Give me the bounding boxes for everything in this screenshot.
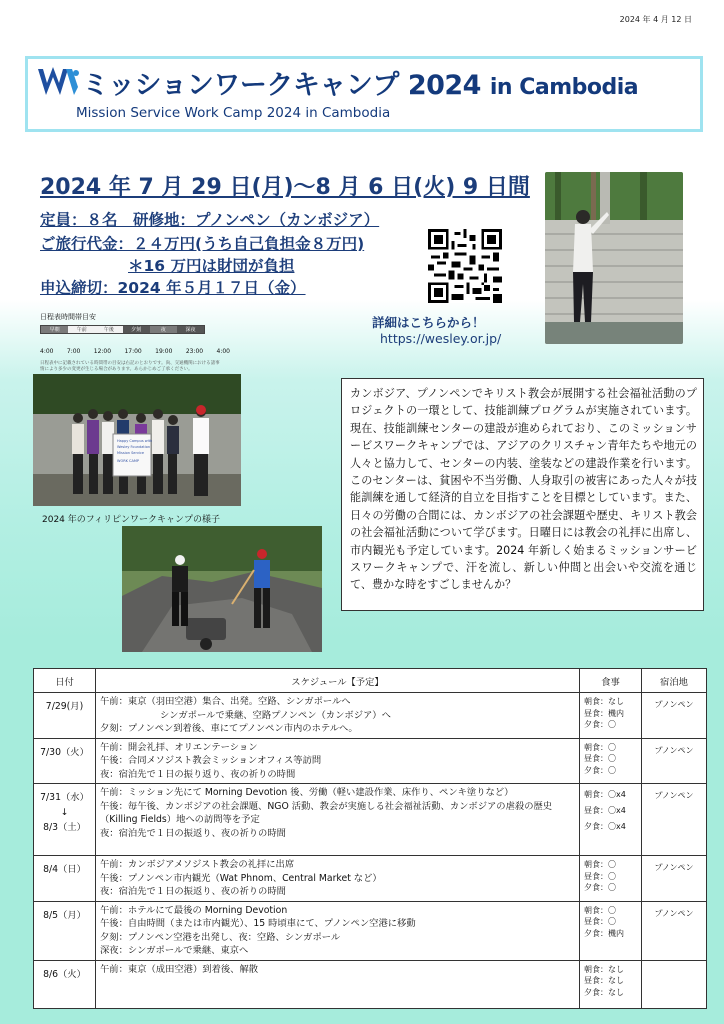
timeline-time: 4:00 — [216, 348, 230, 355]
timeline-label: 早朝 — [41, 326, 68, 333]
program-description: カンボジア、プノンペンでキリスト教会が展開する社会福祉活動のプロジェクトの一環として、技能訓練プログラムが実施されています。現在、技能訓練センターの建設が進められており、このミッションサービスワークキャンプでは、アジアのクリスチャン青年たちや地元の人々と協力して、センターの内装、塗装などの建設作業を行います。このセンターは、貧困や不当労働、人身取引の被害にあった人々が技能訓練を通して経済的自立を目指すことを目標としています。また、日々の労働の合間には、カンボジアの社会課題や歴史、キリスト教会の社会福祉活動について学びます。日曜日には教会の礼拝に出席し、市内観光も予定しています。2024 年新しく始まるミッションサービスワークキャンプで、汗を流し、新しい仲間と出会いや交流を通じて、豊かな時をすごしませんか？ — [341, 378, 704, 611]
wall-painting-photo — [545, 172, 683, 344]
table-row — [34, 784, 707, 856]
column-header-schedule: スケジュール【予定】 — [96, 669, 580, 693]
activity-line: 午前：東京（羽田空港）集合、出発。空路、シンガポールへ — [100, 696, 351, 707]
title-japanese: ミッションワークキャンプ 2024 — [82, 70, 481, 101]
meal-line: 昼食：〇 — [584, 917, 616, 926]
timeline-label: 午後 — [95, 326, 122, 333]
activity-line: 午前：ミッション先にて Morning Devotion 後、労働（軽い建設作業、床作り、ペンキ塗りなど） — [100, 787, 514, 798]
meal-line: 夕食：なし — [584, 987, 624, 997]
table-row — [34, 738, 707, 784]
title-banner — [25, 56, 703, 132]
activity-cell — [96, 693, 580, 739]
meal-line: 朝食：〇x4 — [584, 790, 626, 799]
website-link[interactable]: https://wesley.or.jp/ — [380, 331, 502, 346]
sign-text: Mission Service — [117, 451, 145, 455]
meal-cell — [580, 738, 642, 784]
column-header-date: 日付 — [34, 669, 96, 693]
title-english: in Cambodia — [489, 75, 639, 100]
schedule-table — [33, 668, 707, 1009]
table-row — [34, 693, 707, 739]
meal-line: 昼食：機内 — [584, 708, 624, 718]
construction-work-photo — [122, 526, 322, 652]
page-title — [82, 63, 638, 102]
date-cell: 8/6（火） — [34, 960, 96, 1008]
date-end: 8/3（土） — [43, 822, 86, 833]
date-cell: 8/4（日） — [34, 856, 96, 902]
stay-cell: プノンペン — [642, 901, 707, 960]
meal-line: 夕食：〇 — [584, 720, 616, 729]
meal-line: 夕食：〇 — [584, 883, 616, 892]
capacity-location: 定員：８名 研修地：プノンペン（カンボジア） — [40, 211, 380, 229]
date-range-arrow: ↓ — [60, 807, 69, 818]
meal-line: 朝食：なし — [584, 964, 624, 974]
photo-caption: 2024 年のフィリピンワークキャンプの様子 — [42, 515, 221, 525]
activity-cell — [96, 738, 580, 784]
table-row — [34, 901, 707, 960]
stay-cell: プノンペン — [642, 738, 707, 784]
date-cell: 7/29(月) — [34, 693, 96, 739]
meal-line: 昼食：〇 — [584, 871, 616, 881]
activity-cell — [96, 856, 580, 902]
timeline-label: 午前 — [68, 326, 95, 333]
activity-line: 夕刻：プノンペン到着後、車にてプノンペン市内のホテルへ。 — [100, 723, 358, 734]
activity-line: 深夜：シンガポールで乗継、東京へ — [100, 945, 249, 956]
sign-text: Wesley Foundation — [117, 445, 151, 449]
activity-line: 夜：宿泊先で１日の振返り、夜の祈りの時間 — [100, 886, 286, 897]
timeline-time: 7:00 — [66, 348, 81, 355]
timeline-time: 19:00 — [155, 348, 173, 355]
meal-cell — [580, 901, 642, 960]
issue-date: 2024 年 4 月 12 日 — [619, 15, 692, 24]
page-subtitle: Mission Service Work Camp 2024 in Cambodia — [76, 105, 391, 121]
timeline-time: 12:00 — [93, 348, 112, 355]
meal-line: 昼食：なし — [584, 976, 624, 985]
date-cell — [34, 784, 96, 856]
activity-cell — [96, 960, 580, 1008]
date-cell: 7/30（火） — [34, 738, 96, 784]
table-row — [34, 960, 707, 1008]
activity-line: 午後：毎午後、カンボジアの社会課題、NGO 活動、教会が実施しる社会福祉活動、カンボジアの虐殺の歴史（Killing Fields）地への訪問等を予定 — [100, 800, 553, 825]
activity-line: 夜：宿泊先で１日の振返り、夜の祈りの時間 — [100, 827, 286, 839]
activity-cell — [96, 784, 580, 856]
detail-label: 詳細はこちらから！ — [372, 315, 485, 330]
date-start: 7/31（水） — [40, 792, 89, 803]
wesley-w-logo-icon — [36, 65, 82, 99]
application-deadline: 申込締切：2024 年５月１７日（金） — [40, 279, 306, 297]
meal-cell — [580, 856, 642, 902]
timeline-time: 17:00 — [124, 348, 142, 355]
activity-line: 午後：合同メソジスト教会ミッションオフィス等訪問 — [100, 755, 322, 766]
meal-cell — [580, 960, 642, 1008]
timeline-title: 日程表時間帯目安 — [40, 313, 96, 321]
sign-text: WORK CAMP — [117, 459, 140, 463]
stay-cell: プノンペン — [642, 856, 707, 902]
meal-line: 昼食：〇x4 — [584, 806, 626, 815]
column-header-stay: 宿泊地 — [642, 669, 707, 693]
travel-cost: ご旅行代金：２４万円(うち自己負担金８万円) — [40, 235, 365, 253]
stay-cell: プノンペン — [642, 693, 707, 739]
table-header-row — [34, 669, 707, 693]
timeline-label: 夕刻 — [123, 326, 150, 333]
timeline-bar — [40, 325, 205, 334]
meal-line: 夕食：〇 — [584, 765, 616, 775]
timeline-time: 23:00 — [185, 348, 204, 355]
stay-cell: プノンペン — [642, 784, 707, 856]
activity-line: 午後：自由時間（または市内観光）、15 時頃車にて、プノンペン空港に移動 — [100, 918, 416, 929]
philippines-group-photo — [33, 374, 241, 506]
timeline-label: 深夜 — [177, 326, 204, 333]
activity-line: シンガポールで乗継、空路プノンペン（カンボジア）へ — [160, 709, 391, 721]
timeline-guide — [40, 312, 230, 373]
meal-line: 朝食：なし — [584, 697, 624, 706]
stay-cell — [642, 960, 707, 1008]
meal-line: 昼食：〇 — [584, 754, 616, 763]
qr-code-icon[interactable] — [428, 229, 502, 303]
activity-line: 夜：宿泊先で１日の振り返り、夜の祈りの時間 — [100, 768, 296, 780]
sign-text: Happy Campus with — [117, 439, 153, 443]
timeline-note: 日程表中に記載されている時間帯の目安は右記のとおりです。尚、交通機関における諸事情により多少の変更が生じる場合があります。あらかじめご了承ください。 — [40, 361, 220, 372]
foundation-note: ＊16 万円は財団が負担 — [128, 257, 295, 275]
meal-line: 朝食：〇 — [584, 860, 616, 869]
table-row — [34, 856, 707, 902]
meal-cell — [580, 693, 642, 739]
activity-cell — [96, 901, 580, 960]
meal-line: 夕食：〇x4 — [584, 822, 626, 831]
meal-line: 朝食：〇 — [584, 905, 616, 915]
activity-line: 午前：ホテルにて最後の Morning Devotion — [100, 904, 288, 916]
activity-line: 午前：カンボジアメソジスト教会の礼拝に出席 — [100, 859, 295, 870]
timeline-times — [40, 348, 230, 355]
activity-line: 午前：開会礼拝、オリエンテーション — [100, 741, 258, 753]
activity-line: 夕刻：プノンペン空港を出発し、夜：空路、シンガポール — [100, 931, 341, 943]
activity-line: 午後：プノンペン市内観光（Wat Phnom、Central Market など） — [100, 872, 382, 884]
meal-line: 夕食：機内 — [584, 928, 624, 938]
activity-line: 午前：東京（成田空港）到着後、解散 — [100, 963, 259, 975]
timeline-time: 4:00 — [40, 348, 54, 355]
column-header-meals: 食事 — [580, 669, 642, 693]
date-cell: 8/5（月） — [34, 901, 96, 960]
meal-line: 朝食：〇 — [584, 742, 616, 752]
timeline-label: 夜 — [150, 326, 177, 333]
meal-cell — [580, 784, 642, 856]
camp-period: 2024 年 7 月 29 日(月)〜8 月 6 日(火) 9 日間 — [40, 175, 530, 200]
